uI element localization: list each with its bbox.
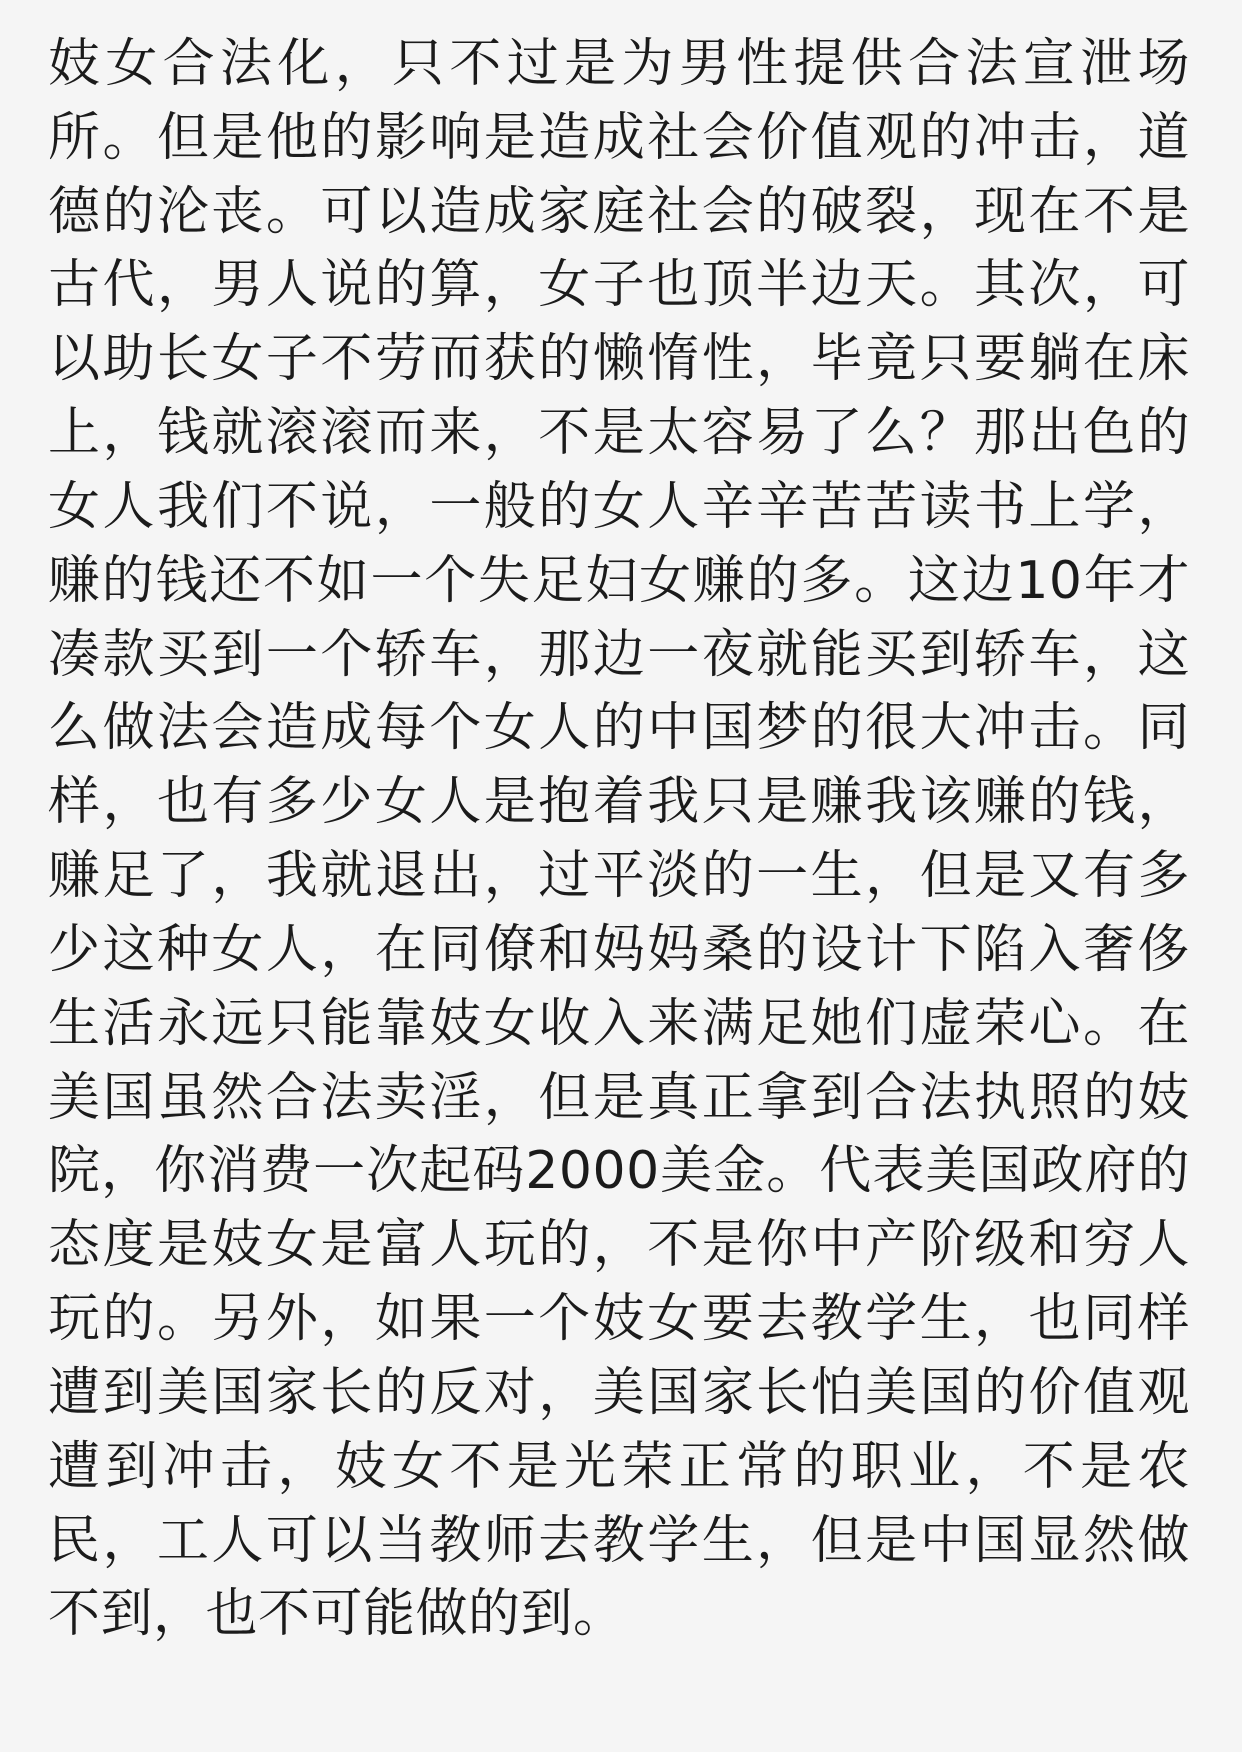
- article-body-text: 妓女合法化，只不过是为男性提供合法宣泄场所。但是他的影响是造成社会价值观的冲击，道德的沦丧。可以造成家庭社会的破裂，现在不是古代，男人说的算，女子也顶半边天。其次，可以助长女子不劳而获的懒惰性，毕竟只要躺在床上，钱就滚滚而来，不是太容易了么？那出色的女人我们不说，一般的女人辛辛苦苦读书上学，赚的钱还不如一个失足妇女赚的多。这边10年才凑款买到一个轿车，那边一夜就能买到轿车，这么做法会造成每个女人的中国梦的很大冲击。同样，也有多少女人是抱着我只是赚我该赚的钱，赚足了，我就退出，过平淡的一生，但是又有多少这种女人，在同僚和妈妈桑的设计下陷入奢侈生活永远只能靠妓女收入来满足她们虚荣心。在美国虽然合法卖淫，但是真正拿到合法执照的妓院，你消费一次起码2000美金。代表美国政府的态度是妓女是富人玩的，不是你中产阶级和穷人玩的。另外，如果一个妓女要去教学生，也同样遭到美国家长的反对，美国家长怕美国的价值观遭到冲击，妓女不是光荣正常的职业，不是农民，工人可以当教师去教学生，但是中国显然做不到，也不可能做的到。: [48, 34, 1190, 1645]
